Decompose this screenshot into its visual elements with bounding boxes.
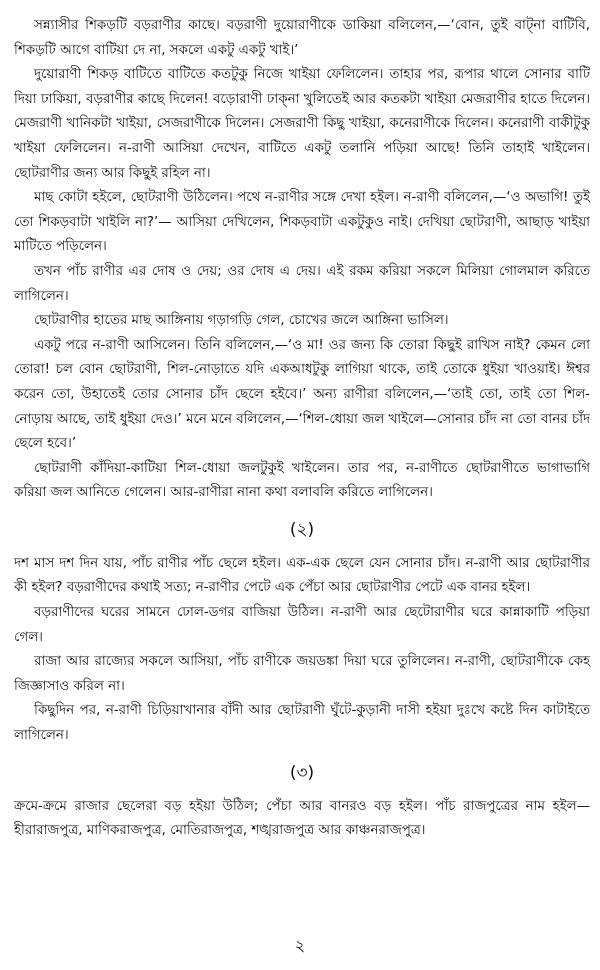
section-3-body xyxy=(14,795,590,844)
section-number-3: (৩) xyxy=(289,762,315,783)
paragraph: ক্রমে-ক্রমে রাজার ছেলেরা বড় হইয়া উঠিল; পেঁচা আর বানরও বড় হইল। পাঁচ রাজপুত্রের নাম হইল—হীরারাজপুত্র, মাণিকরাজপুত্র, মোতিরাজপুত্র, শঙ্খরাজপুত্র আর কাঞ্চনরাজপুত্র। xyxy=(14,798,590,839)
paragraph: ছোটরাণী কাঁদিয়া-কাটিয়া শিল-ধোয়া জলটুকুই খাইলেন। তার পর, ন-রাণীতে ছোটরাণীতে ভাগাভাগি করিয়া জল আনিতে গেলেন। আর-রাণীরা নানা কথা বলাবলি করিতে লাগিলেন। xyxy=(14,460,590,501)
paragraph: সন্ন্যাসীর শিকড়টি বড়রাণীর কাছে। বড়রাণী দুয়োরাণীকে ডাকিয়া বলিলেন,—‘বোন, তুই বাট্‌না বাটিবি, শিকড়টি আগে বাটিয়া দে না, সকলে একটু একটু খাই।’ xyxy=(14,18,590,58)
paragraph: মাছ কোটা হইলে, ছোটরাণী উঠিলেন। পথে ন-রাণীর সঙ্গে দেখা হইল। ন-রাণী বলিলেন,—‘ও অভাগি! তুই তো শিকড়বাটা খাইলি না?’— আসিয়া দেখিলেন, শিকড়বাটা একটুকুও নাই। দেখিয়া ছোটরাণী, আছাড় খাইয়া মাটিতে পড়িলেন। xyxy=(14,190,590,255)
paragraph: তখন পাঁচ রাণীর এর দোষ ও দেয়; ওর দোষ এ দেয়। এই রকম করিয়া সকলে মিলিয়া গোলমাল করিতে লাগিলেন। xyxy=(14,263,590,304)
paragraph: কিছুদিন পর, ন-রাণী চিড়িয়াখানার বাঁদী আর ছোটরাণী ঘুঁটে-কুড়ানী দাসী হইয়া দুঃখে কষ্টে দিন কাটাইতে লাগিলেন। xyxy=(14,703,590,744)
paragraph: দুয়োরাণী শিকড় বাটিতে বাটিতে কতটুকু নিজে খাইয়া ফেলিলেন। তাহার পর, রূপার থালে সোনার বাটি দিয়া ঢাকিয়া, বড়রাণীর কাছে দিলেন! বড়োরাণী ঢাক্‌না খুলিতেই আর কতকটা খাইয়া মেজরাণীর হাতে দিলেন। মেজরাণী খানিকটা খাইয়া, সেজরাণীকে দিলেন। সেজরাণী কিছু খাইয়া, কনেরাণীকে দিলেন। কনেরাণী বাকীটুকু খাইয়া ফেলিলেন। ন-রাণী আসিয়া দেখেন, বাটিতে একটু তলানি পড়িয়া আছে! তিনি তাহাই খাইলেন। ছোটরাণীর জন্য আর কিছুই রহিল না। xyxy=(14,67,590,181)
paragraph: একটু পরে ন-রাণী আসিলেন। তিনি বলিলেন,—‘ও মা! ওর জন্য কি তোরা কিছুই রাখিস নাই? কেমন লো তোরা! চল বোন ছোটরাণী, শিল-নোড়াতে যদি একআধটুকু লাগিয়া থাকে, তাই তোকে ধুইয়া খাওয়াই। ঈশ্বর করেন তো, উহাতেই তোর সোনার চাঁদ ছেলে হইবে।’ অন্য রাণীরা বলিলেন,—‘তাই তো, তাই তো শিল-নোড়ায় আছে, তাই ধুইয়া দেও।’ মনে মনে বলিলেন,—‘শিল-ধোয়া জল খাইলে—সোনার চাঁদ না তো বানর চাঁদ ছেলে হবে।’ xyxy=(14,337,590,452)
paragraph: বড়রাণীদের ঘরের সামনে ঢোল-ডগর বাজিয়া উঠিল। ন-রাণী আর ছেটোরাণীর ঘরে কান্নাকাটি পড়িয়া গেল। xyxy=(14,605,590,645)
paragraph: ছোটরাণীর হাতের মাছ আঙ্গিনায় গড়াগড়ি গেল, চোখের জলে আঙ্গিনা ভাসিল। xyxy=(34,313,449,329)
paragraph: দশ মাস দশ দিন যায়, পাঁচ রাণীর পাঁচ ছেলে হইল। এক-এক ছেলে যেন সোনার চাঁদ। ন-রাণী আর ছোটরাণীর কী হইল? বড়রাণীদের কথাই সত্য; ন-রাণীর পেটে এক পেঁচা আর ছোটরাণীর পেটে এক বানর হইল। xyxy=(14,555,590,596)
page-number: ২ xyxy=(294,936,306,955)
section-2-body xyxy=(14,552,590,749)
section-number-2: (২) xyxy=(289,519,315,540)
section-1-body xyxy=(14,14,590,506)
paragraph: রাজা আর রাজ্যের সকলে আসিয়া, পাঁচ রাণীকে জয়ডঙ্কা দিয়া ঘরে তুলিলেন। ন-রাণী, ছোটরাণীকে কেহ জিজ্ঞাসাও করিল না। xyxy=(14,654,590,694)
